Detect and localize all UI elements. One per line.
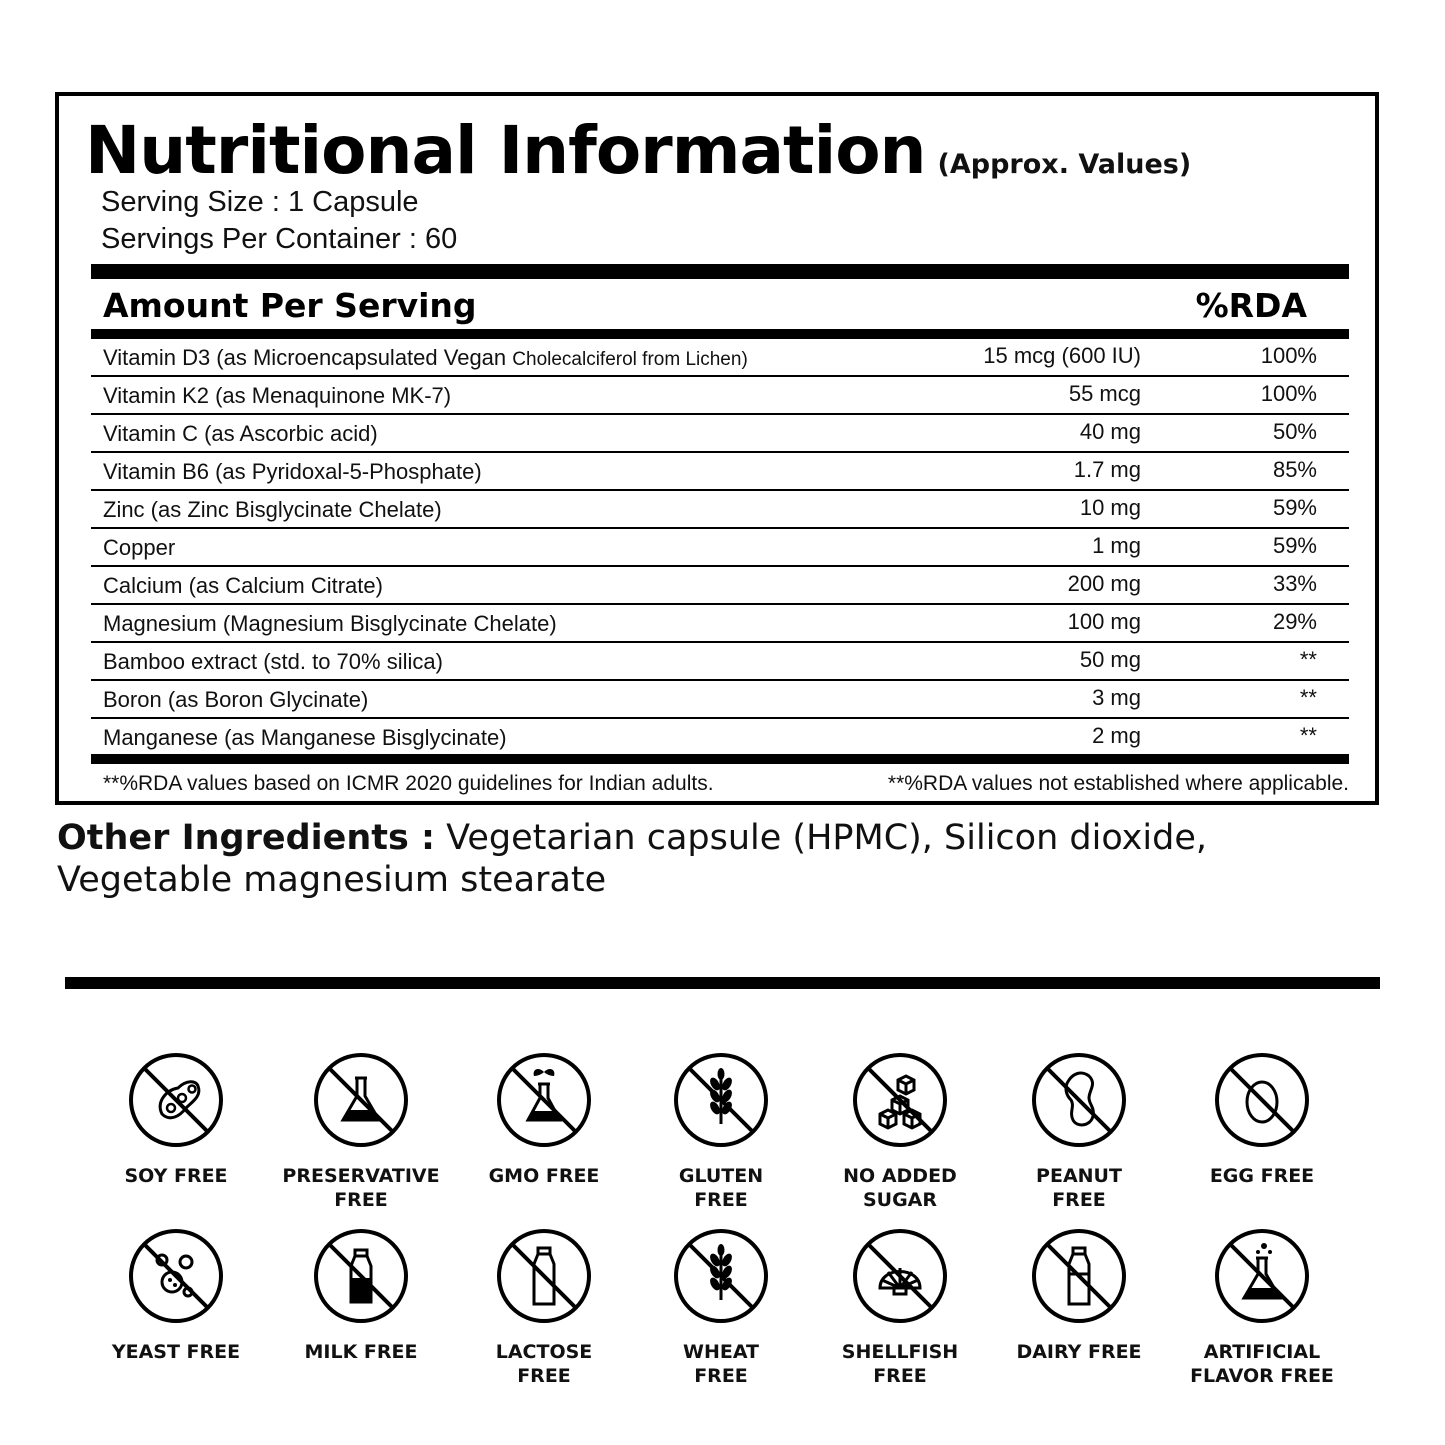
nutrient-name-text: Manganese (as Manganese Bisglycinate)	[103, 725, 507, 750]
serving-size: Serving Size : 1 Capsule	[101, 186, 419, 218]
badge-label: DAIRY FREE	[1016, 1341, 1142, 1363]
free-from-badge	[631, 1226, 811, 1388]
nutrient-name-text: Zinc (as Zinc Bisglycinate Chelate)	[103, 497, 442, 522]
nutrient-name	[103, 573, 383, 599]
nutrient-name	[103, 497, 442, 523]
free-from-badge	[1172, 1050, 1352, 1188]
nutrient-amount: 3 mg	[1092, 685, 1141, 710]
badge-label: PEANUT FREE	[1036, 1165, 1122, 1211]
title-row	[85, 112, 1191, 189]
nutrient-name-text: Calcium (as Calcium Citrate)	[103, 573, 383, 598]
wheat-icon	[631, 1050, 811, 1150]
other-ingredients-text: Vegetarian capsule (HPMC), Silicon dioxide, Vegetable magnesium stearate	[57, 818, 1207, 900]
footnote-right: **%RDA values not established where applicable.	[887, 772, 1349, 795]
nutrient-amount: 40 mg	[1079, 419, 1141, 444]
free-from-badge	[86, 1050, 266, 1188]
nutrient-name	[103, 421, 378, 447]
table-row	[91, 567, 1349, 605]
wheat-icon	[631, 1226, 811, 1326]
nutrient-name	[103, 725, 507, 751]
divider-bar	[91, 754, 1349, 764]
nutrient-name	[103, 611, 557, 637]
yeast-icon	[86, 1226, 266, 1326]
nutrient-name	[103, 459, 482, 485]
nutrient-name-text: Boron (as Boron Glycinate)	[103, 687, 369, 712]
free-from-badge	[989, 1050, 1169, 1212]
table-row	[91, 719, 1349, 757]
divider-bar	[91, 264, 1349, 279]
nutrient-name-text: Bamboo extract (std. to 70% silica)	[103, 649, 443, 674]
dairy-bottle-icon	[989, 1226, 1169, 1326]
nutrient-amount: 50 mg	[1079, 647, 1141, 672]
nutrient-table	[91, 339, 1349, 757]
table-row	[91, 415, 1349, 453]
badge-label: NO ADDED SUGAR	[843, 1165, 957, 1211]
nutrient-rda: 85%	[1272, 457, 1317, 482]
table-row	[91, 339, 1349, 377]
other-ingredients-label: Other Ingredients :	[57, 818, 436, 858]
servings-per-container: Servings Per Container : 60	[101, 223, 458, 255]
nutrient-amount: 1.7 mg	[1073, 457, 1141, 482]
nutrition-panel	[55, 92, 1379, 805]
nutrient-amount: 15 mcg (600 IU)	[983, 343, 1141, 368]
nutrient-rda: **	[1299, 723, 1317, 748]
table-row	[91, 681, 1349, 719]
badge-label: YEAST FREE	[111, 1341, 241, 1363]
other-ingredients	[57, 817, 1357, 901]
nutrient-name	[103, 383, 451, 409]
footnote-left: **%RDA values based on ICMR 2020 guidelines for Indian adults.	[103, 772, 714, 795]
nutrient-name-text: Copper	[103, 535, 176, 560]
section-divider	[65, 977, 1380, 989]
divider-bar	[91, 329, 1349, 339]
badge-label: SHELLFISH FREE	[841, 1341, 959, 1387]
table-row	[91, 377, 1349, 415]
nutrient-rda: 100%	[1260, 343, 1317, 368]
free-from-badge	[454, 1050, 634, 1188]
free-from-badge	[271, 1050, 451, 1212]
nutrient-amount: 10 mg	[1079, 495, 1141, 520]
badge-label: PRESERVATIVE FREE	[282, 1165, 440, 1211]
nutrient-rda: **	[1299, 647, 1317, 672]
artificial-flask-icon	[1172, 1226, 1352, 1326]
egg-icon	[1172, 1050, 1352, 1150]
header-rda: %RDA	[1195, 286, 1307, 325]
gmo-flask-icon	[454, 1050, 634, 1150]
nutrient-name-text: Vitamin C (as Ascorbic acid)	[103, 421, 378, 446]
nutrient-rda: 50%	[1272, 419, 1317, 444]
badge-label: MILK FREE	[304, 1341, 418, 1363]
nutrient-rda: 100%	[1260, 381, 1317, 406]
nutrient-amount: 2 mg	[1092, 723, 1141, 748]
free-from-badge	[271, 1226, 451, 1364]
badge-label: SOY FREE	[124, 1165, 228, 1187]
nutrient-name	[103, 649, 443, 675]
table-row	[91, 643, 1349, 681]
nutrient-rda: 59%	[1272, 495, 1317, 520]
soy-icon	[86, 1050, 266, 1150]
header-amount: Amount Per Serving	[103, 286, 477, 325]
shellfish-icon	[810, 1226, 990, 1326]
nutrient-rda: 29%	[1272, 609, 1317, 634]
nutrient-rda: 33%	[1272, 571, 1317, 596]
peanut-icon	[989, 1050, 1169, 1150]
badge-label: GLUTEN FREE	[678, 1165, 764, 1211]
nutrient-name-text: Vitamin D3 (as Microencapsulated Vegan	[103, 345, 513, 370]
free-from-badge	[454, 1226, 634, 1388]
lactose-bottle-icon	[454, 1226, 634, 1326]
nutrient-name-text: Magnesium (Magnesium Bisglycinate Chelate)	[103, 611, 557, 636]
free-from-badge	[989, 1226, 1169, 1364]
nutrient-name-detail: Cholecalciferol from Lichen)	[512, 349, 748, 370]
free-from-badge	[810, 1050, 990, 1212]
badge-label: EGG FREE	[1209, 1165, 1315, 1187]
badge-label: ARTIFICIAL FLAVOR FREE	[1190, 1341, 1334, 1387]
nutrient-name	[103, 535, 175, 561]
free-from-badge	[810, 1226, 990, 1388]
table-row	[91, 491, 1349, 529]
sugar-cubes-icon	[810, 1050, 990, 1150]
title-subtitle: (Approx. Values)	[937, 149, 1192, 180]
badge-label: LACTOSE FREE	[495, 1341, 593, 1387]
nutrient-name-text: Vitamin B6 (as Pyridoxal-5-Phosphate)	[103, 459, 482, 484]
nutrient-amount: 100 mg	[1067, 609, 1141, 634]
page-title: Nutritional Information	[85, 112, 926, 189]
free-from-badge	[86, 1226, 266, 1364]
table-row	[91, 453, 1349, 491]
nutrient-rda: **	[1299, 685, 1317, 710]
nutrient-amount: 200 mg	[1067, 571, 1141, 596]
milk-bottle-icon	[271, 1226, 451, 1326]
nutrient-rda: 59%	[1272, 533, 1317, 558]
badge-label: WHEAT FREE	[682, 1341, 760, 1387]
nutrient-amount: 55 mcg	[1068, 381, 1141, 406]
free-from-badge	[631, 1050, 811, 1212]
flask-icon	[271, 1050, 451, 1150]
nutrient-name	[103, 345, 748, 371]
nutrient-name-text: Vitamin K2 (as Menaquinone MK-7)	[103, 383, 452, 408]
nutrient-amount: 1 mg	[1092, 533, 1141, 558]
table-row	[91, 605, 1349, 643]
table-row	[91, 529, 1349, 567]
badge-label: GMO FREE	[488, 1165, 600, 1187]
nutrient-name	[103, 687, 368, 713]
free-from-badge	[1172, 1226, 1352, 1388]
